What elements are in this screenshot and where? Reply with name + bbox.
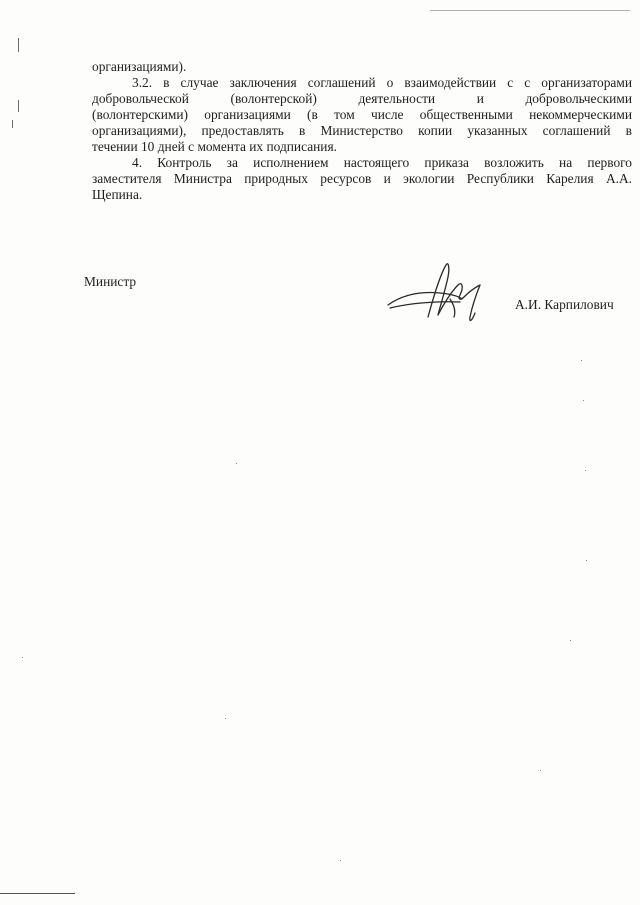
text-line-6: течении 10 дней с момента их подписания. <box>92 139 337 154</box>
scan-speck <box>340 860 341 861</box>
scan-speck <box>236 463 237 464</box>
text-line-1: организациями). <box>92 59 187 74</box>
scan-artifact <box>18 100 19 112</box>
text-line-3: добровольческой (волонтерской) деятельности и добровольческими <box>92 91 632 106</box>
scan-artifact <box>0 893 75 894</box>
scan-speck <box>581 360 582 361</box>
text-line-9: Щепина. <box>92 187 143 202</box>
scan-speck <box>583 400 584 401</box>
scan-speck <box>585 470 586 471</box>
scan-artifact <box>12 120 13 128</box>
text-line-2: 3.2. в случае заключения соглашений о взаимодействии с с организаторами <box>132 75 632 90</box>
scan-speck <box>540 770 541 771</box>
text-line-4: (волонтерскими) организациями (в том числе общественными некоммерческими <box>92 107 632 122</box>
scan-artifact <box>430 10 630 11</box>
signature-image <box>380 255 520 335</box>
scan-speck <box>570 640 571 641</box>
scan-speck <box>22 657 23 658</box>
text-line-5: организациями), предоставлять в Министерство копии указанных соглашений в <box>92 123 632 138</box>
scan-speck <box>225 718 226 719</box>
scan-speck <box>586 560 587 561</box>
text-line-7: 4. Контроль за исполнением настоящего приказа возложить на первого <box>132 155 632 170</box>
position-label: Министр <box>84 274 137 289</box>
text-line-8: заместителя Министра природных ресурсов и экологии Республики Карелия А.А. <box>92 171 632 186</box>
scan-artifact <box>18 38 19 52</box>
signatory-name: А.И. Карпилович <box>515 297 614 312</box>
